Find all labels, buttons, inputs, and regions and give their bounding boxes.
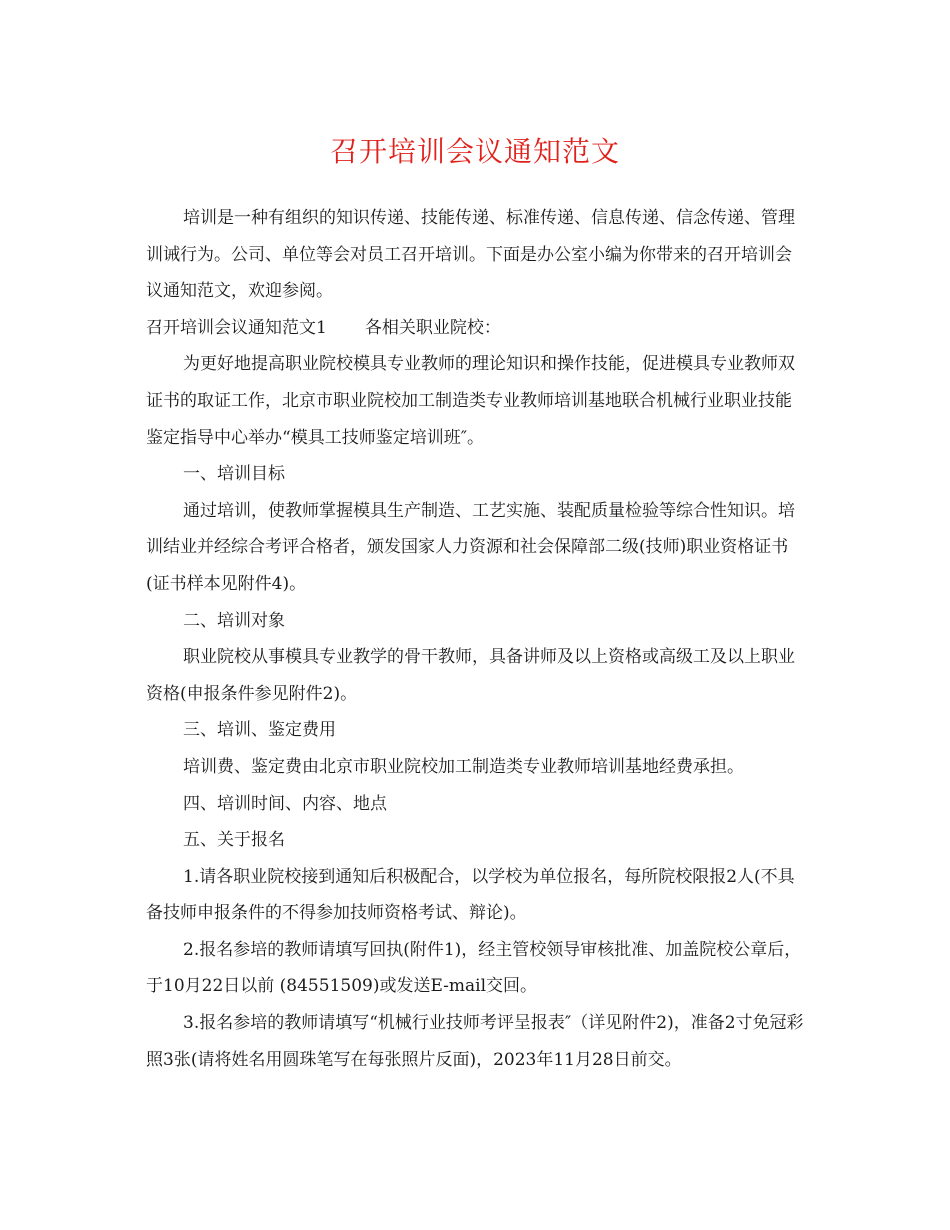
section-heading-fees: 三、培训、鉴定费用	[183, 720, 336, 741]
section-heading-goal: 一、培训目标	[183, 464, 285, 485]
section-heading-audience: 二、培训对象	[183, 610, 285, 631]
sample-heading: 召开培训会议通知范文1	[146, 317, 327, 338]
sample-heading-line	[146, 310, 806, 347]
paragraph-registration-3: 3.报名参培的教师请填写“机械行业技师考评呈报表″（详见附件2)，准备2寸免冠彩照3张(请将姓名用圆珠笔写在每张照片反面)，2023年11月28日前交。	[146, 1013, 804, 1070]
paragraph-goal: 通过培训，使教师掌握模具生产制造、工艺实施、装配质量检验等综合性知识。培训结业并经综合考评合格者，颁发国家人力资源和社会保障部二级(技师)职业资格证书(证书样本见附件4)。	[146, 500, 795, 594]
section-heading-registration: 五、关于报名	[183, 830, 285, 851]
intro-paragraph: 培训是一种有组织的知识传递、技能传递、标准传递、信息传递、信念传递、管理训诫行为。公司、单位等会对员工召开培训。下面是办公室小编为你带来的召开培训会议通知范文，欢迎参阅。	[146, 208, 795, 302]
section-heading-schedule: 四、培训时间、内容、地点	[183, 793, 387, 814]
paragraph-audience: 职业院校从事模具专业教学的骨干教师，具备讲师及以上资格或高级工及以上职业资格(申报条件参见附件2)。	[146, 647, 795, 704]
document-body	[146, 200, 806, 1078]
paragraph-purpose: 为更好地提高职业院校模具专业教师的理论知识和操作技能，促进模具专业教师双证书的取证工作，北京市职业院校加工制造类专业教师培训基地联合机械行业职业技能鉴定指导中心举办“模具工技师鉴定培训班″。	[146, 354, 795, 448]
addressee: 各相关职业院校：	[364, 317, 501, 338]
paragraph-registration-1: 1.请各职业院校接到通知后积极配合，以学校为单位报名，每所院校限报2人(不具备技师申报条件的不得参加技师资格考试、辩论)。	[146, 866, 795, 924]
document-title: 召开培训会议通知范文	[329, 135, 620, 168]
paragraph-registration-2: 2.报名参培的教师请填写回执(附件1)，经主管校领导审核批准、加盖院校公章后，于10月22日以前 (84551509)或发送E-mail交回。	[146, 939, 802, 997]
paragraph-fees: 培训费、鉴定费由北京市职业院校加工制造类专业教师培训基地经费承担。	[183, 756, 744, 777]
